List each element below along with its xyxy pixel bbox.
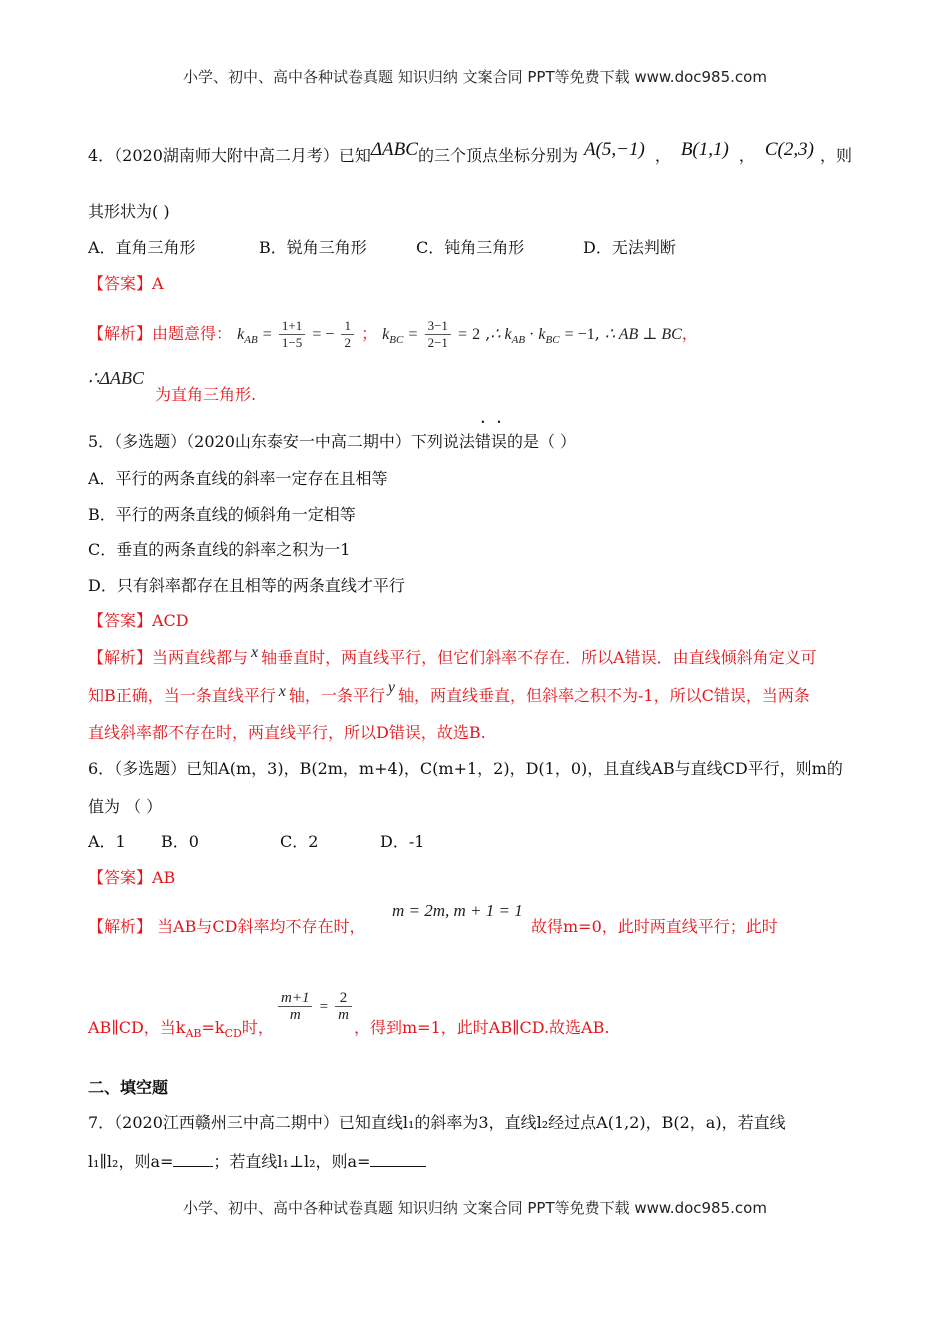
section-title: 二、填空题 xyxy=(88,1078,169,1097)
q5-option-d: D．只有斜率都存在且相等的两条直线才平行 xyxy=(88,576,405,595)
q4-stem-end: ，则 xyxy=(819,146,852,165)
q6-analysis-line1b: 故得m=0，此时两直线平行；此时 xyxy=(531,917,778,936)
q4-option-d: D．无法判断 xyxy=(583,238,676,257)
q4-kab-formula: $k_{AB}$ = $\frac{1+1}{1-5}$ = − $\frac{1}{2}$ xyxy=(237,324,361,343)
q4-kbc-formula: $k_{BC}$ = $\frac{3-1}{2-1}$ = 2 xyxy=(382,318,481,350)
q6-analysis-eq xyxy=(392,901,523,921)
q5-x-var-2: x xyxy=(278,683,286,700)
q4-stem-mid: 的三个顶点坐标分别为 xyxy=(417,146,578,165)
q6-analysis-line2c: ，得到m=1，此时AB∥CD.故选AB. xyxy=(354,1018,610,1037)
q5-x-var: x xyxy=(251,644,259,661)
q6-option-c: C．2 xyxy=(280,832,319,851)
q6-analysis-line2: AB∥CD，当$k_{AB}=k_{CD}$时， xyxy=(88,1018,274,1041)
q4-conclusion-prefix: ∴ΔABC xyxy=(88,368,145,388)
q5-analysis-line2: 知B正确，当一条直线平行 x 轴，一条平行 y 轴，两直线垂直，但斜率之积不为-1，所以C错误，当两条 xyxy=(88,679,810,705)
q6-option-b: B．0 xyxy=(161,832,199,851)
q7-stem-line1: 7．（2020江西赣州三中高二期中）已知直线l₁的斜率为3，直线l₂经过点A(1,2)，B(2，a)，若直线 xyxy=(88,1113,786,1132)
page-footer: 小学、初中、高中各种试卷真题 知识归纳 文案合同 PPT等免费下载 www.doc985.com xyxy=(183,1199,767,1217)
q4-analysis-label: 【解析】由题意得： xyxy=(88,324,233,343)
q4-point-c: C(2,3) xyxy=(764,139,814,160)
q4-conclusion xyxy=(88,368,144,389)
q6-equation: m = 2m, m + 1 = 1 xyxy=(392,901,523,920)
q6-stem-line1: 6．（多选题）已知A(m，3)，B(2m，m+4)，C(m+1，2)，D(1，0)，且直线AB与直线CD平行，则m的 xyxy=(88,759,843,778)
q4-point-a: A(5,−1) xyxy=(583,139,645,160)
q7-stem-line2 xyxy=(88,1152,426,1172)
q7-blank-2[interactable] xyxy=(370,1152,426,1167)
q6-option-d: D．-1 xyxy=(380,832,425,851)
q5-answer: 【答案】ACD xyxy=(88,611,189,630)
q7-blank-1[interactable] xyxy=(173,1152,213,1167)
q5-stem xyxy=(88,432,576,452)
q5-stem-a: 5．（多选题）（2020山东泰安一中高二期中）下列说法 xyxy=(88,432,475,451)
q4-answer: 【答案】A xyxy=(88,274,164,293)
q4-triangle: ΔABC xyxy=(370,139,418,160)
q5-emphasis-1: 错 xyxy=(474,432,491,451)
q4-options xyxy=(88,238,676,258)
q4-option-a: A．直角三角形 xyxy=(88,238,196,257)
q4-perpendicular: ∴ AB ⊥ BC xyxy=(604,326,682,343)
q5-analysis-line3: 直线斜率都不存在时，两直线平行，所以D错误，故选B. xyxy=(88,723,486,742)
q6-analysis-line1a: 【解析】 当AB与CD斜率均不存在时， xyxy=(88,917,366,936)
q7-stem-a: l₁∥l₂，则a= xyxy=(88,1152,174,1171)
q7-stem-b: ；若直线l₁⊥l₂，则a= xyxy=(213,1152,371,1171)
q5-option-b: B．平行的两条直线的倾斜角一定相等 xyxy=(88,505,356,524)
q4-option-b: B．锐角三角形 xyxy=(259,238,367,257)
q6-option-a: A．1 xyxy=(88,832,126,851)
q4-option-c: C．钝角三角形 xyxy=(416,238,525,257)
q4-point-b: B(1,1) xyxy=(680,139,729,160)
q5-emphasis-2: 误 xyxy=(490,432,507,451)
q4-conclusion-text: 为直角三角形. xyxy=(155,385,257,404)
q6-options xyxy=(88,832,424,852)
q6-stem-line2: 值为 （ ） xyxy=(88,797,163,816)
q4-stem-line1: 4．（2020湖南师大附中高二月考）已知ΔABC的三个顶点坐标分别为 A(5,−1) ， B(1,1) ， C(2,3) ，则 xyxy=(88,139,852,165)
q5-analysis-line1: 【解析】当两直线都与 x 轴垂直时，两直线平行，但它们斜率不存在．所以A错误．由直线倾斜角定义可 xyxy=(88,644,817,667)
q5-option-c: C．垂直的两条直线的斜率之积为一1 xyxy=(88,540,351,559)
q4-analysis-line1: 【解析】由题意得： $k_{AB}$ = $\frac{1+1}{1-5}$ = − $\frac{1}{2}$ ； $k_{BC}$ = $\frac{3-1}{2-1}$ = 2 ,∴ $k_{AB} \cdot k_{BC} = -1$, ∴ AB ⊥ BC， xyxy=(88,318,698,350)
q6-answer: 【答案】AB xyxy=(88,868,176,887)
q5-stem-b: 的是（ ） xyxy=(506,432,577,451)
q5-y-var: y xyxy=(387,679,395,696)
q4-stem-prefix: 4．（2020湖南师大附中高二月考）已知 xyxy=(88,146,371,165)
page-header: 小学、初中、高中各种试卷真题 知识归纳 文案合同 PPT等免费下载 www.doc985.com xyxy=(183,68,767,86)
q4-product: ,∴ $k_{AB} \cdot k_{BC} = -1$, xyxy=(485,324,605,347)
q4-stem-line2: 其形状为( ) xyxy=(88,202,170,221)
q5-option-a: A．平行的两条直线的斜率一定存在且相等 xyxy=(88,469,388,488)
q6-fraction-formula: $\frac{m+1}{m}$ = $\frac{2}{m}$ xyxy=(276,990,354,1023)
